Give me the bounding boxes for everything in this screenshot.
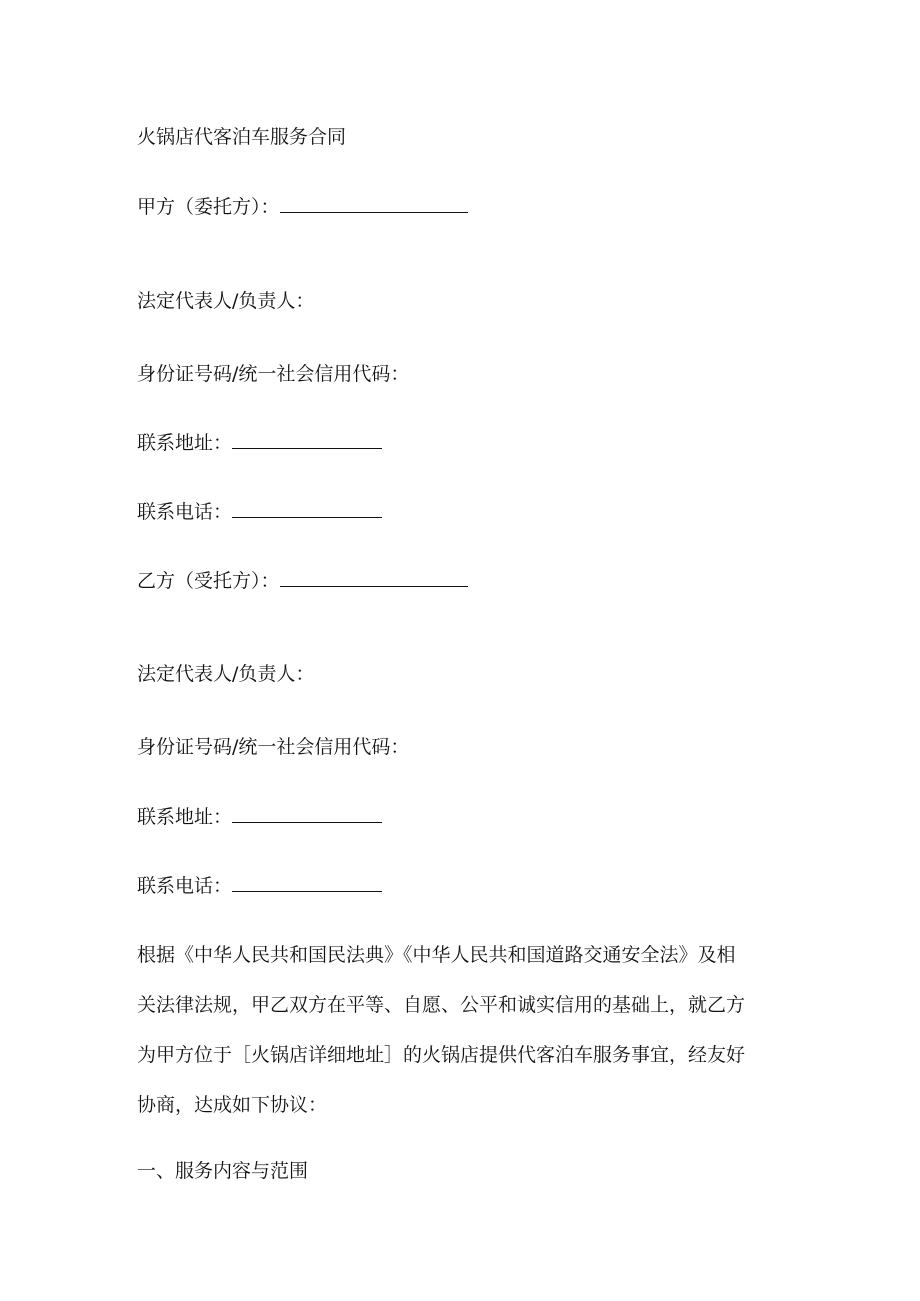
party-b-representative-line bbox=[137, 662, 314, 686]
party-a-address-blank[interactable] bbox=[232, 431, 382, 449]
party-b-line bbox=[137, 569, 468, 593]
preamble-line: 关法律法规，甲乙双方在平等、自愿、公平和诚实信用的基础上，就乙方 bbox=[137, 994, 746, 1016]
preamble-paragraph bbox=[137, 930, 787, 1130]
party-b-address-line bbox=[137, 805, 382, 829]
party-a-blank[interactable] bbox=[280, 195, 468, 213]
party-a-address-line bbox=[137, 431, 382, 455]
party-a-phone-line bbox=[137, 500, 382, 524]
party-a-id-label: 身份证号码/统一社会信用代码： bbox=[137, 363, 410, 385]
preamble-line: 根据《中华人民共和国民法典》《中华人民共和国道路交通安全法》及相 bbox=[137, 944, 736, 966]
party-b-label: 乙方（受托方）： bbox=[137, 570, 280, 592]
party-b-phone-line bbox=[137, 874, 382, 898]
party-a-line bbox=[137, 195, 468, 219]
party-a-label: 甲方（委托方）： bbox=[137, 196, 280, 218]
party-b-address-label: 联系地址： bbox=[137, 806, 233, 828]
party-a-id-line bbox=[137, 362, 409, 386]
contract-title bbox=[137, 125, 346, 149]
preamble-line: 协商，达成如下协议： bbox=[137, 1094, 328, 1116]
section-1-heading-text: 一、服务内容与范围 bbox=[137, 1160, 309, 1182]
party-b-phone-blank[interactable] bbox=[232, 874, 382, 892]
party-b-address-blank[interactable] bbox=[232, 805, 382, 823]
preamble-line: 为甲方位于［火锅店详细地址］的火锅店提供代客泊车服务事宜，经友好 bbox=[137, 1044, 746, 1066]
party-a-representative-line bbox=[137, 289, 314, 313]
contract-title-text: 火锅店代客泊车服务合同 bbox=[137, 126, 347, 148]
party-b-id-label: 身份证号码/统一社会信用代码： bbox=[137, 736, 410, 758]
party-a-phone-blank[interactable] bbox=[232, 500, 382, 518]
party-a-phone-label: 联系电话： bbox=[137, 501, 233, 523]
party-a-representative-label: 法定代表人/负责人： bbox=[137, 290, 315, 312]
party-b-blank[interactable] bbox=[280, 569, 468, 587]
party-b-representative-label: 法定代表人/负责人： bbox=[137, 663, 315, 685]
party-b-id-line bbox=[137, 735, 409, 759]
party-b-phone-label: 联系电话： bbox=[137, 875, 233, 897]
party-a-address-label: 联系地址： bbox=[137, 432, 233, 454]
section-1-heading bbox=[137, 1159, 308, 1183]
